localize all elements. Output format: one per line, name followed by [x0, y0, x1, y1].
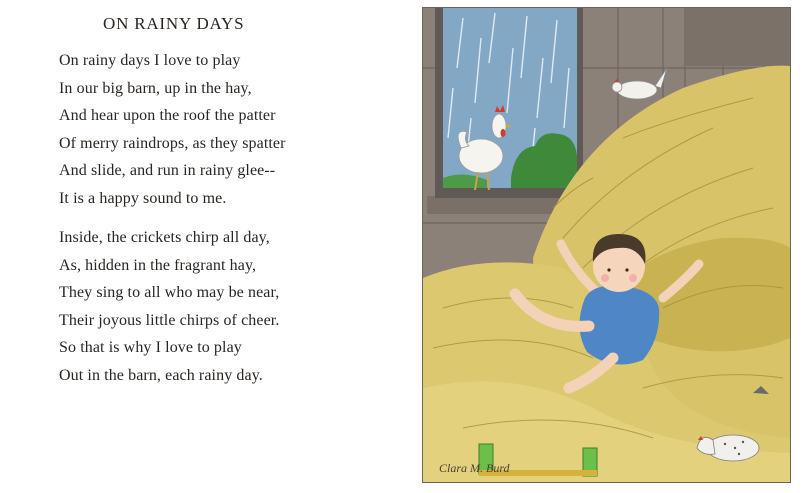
poem-line: And slide, and run in rainy glee--: [59, 162, 276, 180]
poem-line: Inside, the crickets chirp all day,: [59, 229, 270, 246]
poem-line: They sing to all who may be near,: [59, 284, 280, 302]
poem-title: ON RAINY DAYS: [103, 14, 245, 33]
stanza-1: [59, 47, 286, 213]
poem-line: In our big barn, up in the hay,: [59, 79, 252, 97]
poem-line: And hear upon the roof the patter: [59, 107, 276, 125]
poem-line: On rainy days I love to play: [59, 52, 241, 69]
artist-signature: Clara M. Burd: [439, 461, 510, 475]
poem-line: Their joyous little chirps of cheer.: [59, 311, 280, 329]
poem-line: It is a happy sound to me.: [59, 189, 227, 207]
poem-line: As, hidden in the fragrant hay,: [59, 256, 257, 274]
poem-line: So that is why I love to play: [59, 339, 242, 357]
stanza-2: [59, 224, 279, 390]
poem-line: Out in the barn, each rainy day.: [59, 366, 263, 384]
poem-line: Of merry raindrops, as they spatter: [59, 134, 286, 152]
barn-illustration: [422, 7, 791, 483]
loft-board: [685, 8, 790, 66]
illustration-svg: [423, 8, 790, 482]
